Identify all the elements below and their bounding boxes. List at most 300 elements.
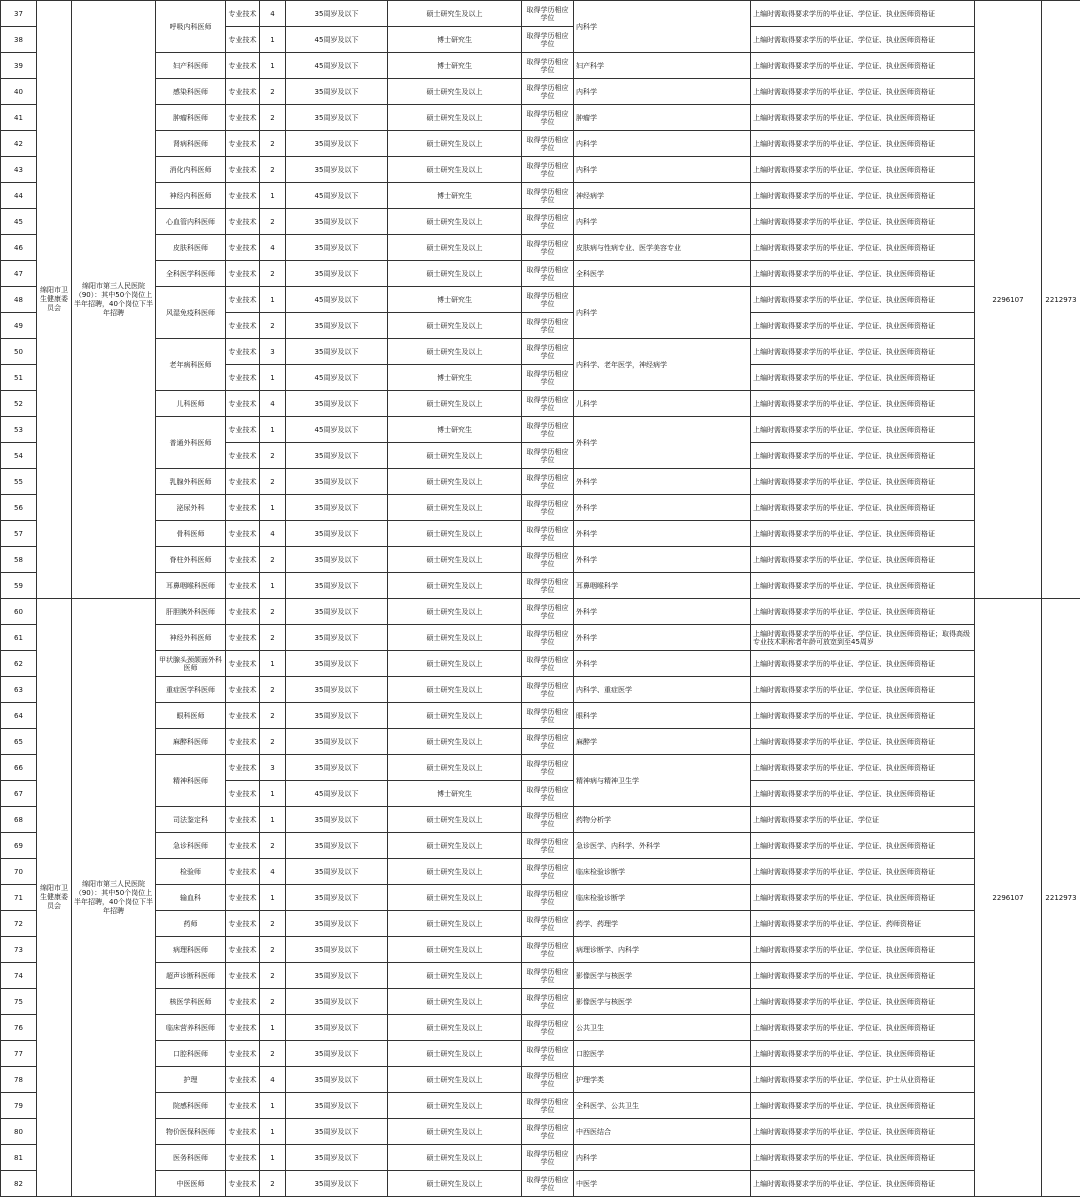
major-requirement: 皮肤病与性病专业、医学美容专业 [574, 235, 751, 261]
age-requirement: 45周岁及以下 [286, 287, 388, 313]
other-requirement: 上编时需取得要求学历的毕业证、学位证、执业医师资格证 [751, 547, 975, 573]
other-requirement: 上编时需取得要求学历的毕业证、学位证、执业医师资格证 [751, 677, 975, 703]
contact-code-b: 2212973 [1042, 1, 1080, 599]
position-name: 神经内科医师 [156, 183, 226, 209]
department-cell: 绵阳市卫生健康委员会 [37, 599, 72, 1197]
headcount: 1 [260, 573, 286, 599]
position-category: 专业技术 [226, 1015, 260, 1041]
headcount: 1 [260, 365, 286, 391]
education-requirement: 硕士研究生及以上 [388, 1015, 522, 1041]
other-requirement: 上编时需取得要求学历的毕业证、学位证、执业医师资格证 [751, 53, 975, 79]
position-name: 呼吸内科医师 [156, 1, 226, 53]
other-requirement: 上编时需取得要求学历的毕业证、学位证、执业医师资格证 [751, 495, 975, 521]
headcount: 1 [260, 495, 286, 521]
age-requirement: 35周岁及以下 [286, 1171, 388, 1197]
major-requirement: 神经病学 [574, 183, 751, 209]
age-requirement: 35周岁及以下 [286, 209, 388, 235]
education-requirement: 硕士研究生及以上 [388, 131, 522, 157]
age-requirement: 45周岁及以下 [286, 781, 388, 807]
headcount: 4 [260, 1, 286, 27]
table-row [1, 1093, 1080, 1119]
major-requirement: 药学、药理学 [574, 911, 751, 937]
employer-cell: 绵阳市第三人民医院（90）：其中50个岗位上半年招聘，40个岗位下半年招聘 [72, 1, 156, 599]
degree-requirement: 取得学历相应学位 [522, 469, 574, 495]
headcount: 2 [260, 157, 286, 183]
table-row [1, 521, 1080, 547]
education-requirement: 硕士研究生及以上 [388, 495, 522, 521]
other-requirement: 上编时需取得要求学历的毕业证、学位证、执业医师资格证 [751, 1145, 975, 1171]
headcount: 1 [260, 885, 286, 911]
position-name: 药师 [156, 911, 226, 937]
position-category: 专业技术 [226, 599, 260, 625]
position-category: 专业技术 [226, 833, 260, 859]
age-requirement: 35周岁及以下 [286, 131, 388, 157]
position-name: 临床营养科医师 [156, 1015, 226, 1041]
education-requirement: 硕士研究生及以上 [388, 1041, 522, 1067]
age-requirement: 35周岁及以下 [286, 885, 388, 911]
position-category: 专业技术 [226, 859, 260, 885]
education-requirement: 硕士研究生及以上 [388, 651, 522, 677]
other-requirement: 上编时需取得要求学历的毕业证、学位证、执业医师资格证；取得高级专业技术职称者年龄可放宽到至45周岁 [751, 625, 975, 651]
other-requirement: 上编时需取得要求学历的毕业证、学位证、执业医师资格证 [751, 573, 975, 599]
position-category: 专业技术 [226, 677, 260, 703]
row-number: 73 [1, 937, 37, 963]
position-category: 专业技术 [226, 235, 260, 261]
headcount: 4 [260, 859, 286, 885]
position-name: 重症医学科医师 [156, 677, 226, 703]
education-requirement: 硕士研究生及以上 [388, 729, 522, 755]
degree-requirement: 取得学历相应学位 [522, 989, 574, 1015]
major-requirement: 内科学、老年医学，神经病学 [574, 339, 751, 391]
education-requirement: 硕士研究生及以上 [388, 443, 522, 469]
major-requirement: 外科学 [574, 469, 751, 495]
headcount: 4 [260, 391, 286, 417]
degree-requirement: 取得学历相应学位 [522, 1145, 574, 1171]
other-requirement: 上编时需取得要求学历的毕业证、学位证、执业医师资格证 [751, 131, 975, 157]
headcount: 1 [260, 183, 286, 209]
degree-requirement: 取得学历相应学位 [522, 209, 574, 235]
major-requirement: 护理学类 [574, 1067, 751, 1093]
other-requirement: 上编时需取得要求学历的毕业证、学位证 [751, 807, 975, 833]
degree-requirement: 取得学历相应学位 [522, 833, 574, 859]
major-requirement: 精神病与精神卫生学 [574, 755, 751, 807]
position-category: 专业技术 [226, 209, 260, 235]
row-number: 60 [1, 599, 37, 625]
age-requirement: 35周岁及以下 [286, 1067, 388, 1093]
major-requirement: 公共卫生 [574, 1015, 751, 1041]
position-name: 物价医保科医师 [156, 1119, 226, 1145]
contact-code-a: 2296107 [975, 599, 1042, 1197]
major-requirement: 口腔医学 [574, 1041, 751, 1067]
age-requirement: 35周岁及以下 [286, 1119, 388, 1145]
table-row [1, 157, 1080, 183]
row-number: 43 [1, 157, 37, 183]
headcount: 1 [260, 651, 286, 677]
table-row [1, 937, 1080, 963]
position-name: 司法鉴定科 [156, 807, 226, 833]
row-number: 62 [1, 651, 37, 677]
employer-cell: 绵阳市第三人民医院（90）：其中50个岗位上半年招聘，40个岗位下半年招聘 [72, 599, 156, 1197]
row-number: 48 [1, 287, 37, 313]
position-name: 骨科医师 [156, 521, 226, 547]
degree-requirement: 取得学历相应学位 [522, 131, 574, 157]
degree-requirement: 取得学历相应学位 [522, 1119, 574, 1145]
position-name: 病理科医师 [156, 937, 226, 963]
degree-requirement: 取得学历相应学位 [522, 573, 574, 599]
age-requirement: 35周岁及以下 [286, 729, 388, 755]
degree-requirement: 取得学历相应学位 [522, 391, 574, 417]
degree-requirement: 取得学历相应学位 [522, 781, 574, 807]
major-requirement: 外科学 [574, 495, 751, 521]
major-requirement: 外科学 [574, 547, 751, 573]
education-requirement: 硕士研究生及以上 [388, 235, 522, 261]
other-requirement: 上编时需取得要求学历的毕业证、学位证、执业医师资格证 [751, 755, 975, 781]
age-requirement: 35周岁及以下 [286, 937, 388, 963]
position-category: 专业技术 [226, 183, 260, 209]
row-number: 47 [1, 261, 37, 287]
position-name: 口腔科医师 [156, 1041, 226, 1067]
table-row [1, 131, 1080, 157]
table-row [1, 79, 1080, 105]
education-requirement: 硕士研究生及以上 [388, 1119, 522, 1145]
position-name: 皮肤科医师 [156, 235, 226, 261]
age-requirement: 45周岁及以下 [286, 27, 388, 53]
position-name: 甲状腺头颈颌面外科医师 [156, 651, 226, 677]
education-requirement: 硕士研究生及以上 [388, 313, 522, 339]
position-category: 专业技术 [226, 625, 260, 651]
major-requirement: 儿科学 [574, 391, 751, 417]
education-requirement: 硕士研究生及以上 [388, 521, 522, 547]
headcount: 1 [260, 27, 286, 53]
age-requirement: 35周岁及以下 [286, 651, 388, 677]
other-requirement: 上编时需取得要求学历的毕业证、学位证、执业医师资格证 [751, 521, 975, 547]
position-category: 专业技术 [226, 261, 260, 287]
position-category: 专业技术 [226, 105, 260, 131]
row-number: 49 [1, 313, 37, 339]
major-requirement: 肿瘤学 [574, 105, 751, 131]
position-name: 肾病科医师 [156, 131, 226, 157]
row-number: 77 [1, 1041, 37, 1067]
education-requirement: 硕士研究生及以上 [388, 1171, 522, 1197]
table-row [1, 703, 1080, 729]
degree-requirement: 取得学历相应学位 [522, 27, 574, 53]
headcount: 1 [260, 1015, 286, 1041]
age-requirement: 35周岁及以下 [286, 963, 388, 989]
other-requirement: 上编时需取得要求学历的毕业证、学位证、执业医师资格证 [751, 235, 975, 261]
degree-requirement: 取得学历相应学位 [522, 729, 574, 755]
position-category: 专业技术 [226, 547, 260, 573]
row-number: 57 [1, 521, 37, 547]
position-name: 院感科医师 [156, 1093, 226, 1119]
degree-requirement: 取得学历相应学位 [522, 521, 574, 547]
major-requirement: 耳鼻咽喉科学 [574, 573, 751, 599]
headcount: 1 [260, 53, 286, 79]
age-requirement: 35周岁及以下 [286, 391, 388, 417]
position-name: 脊柱外科医师 [156, 547, 226, 573]
major-requirement: 全科医学 [574, 261, 751, 287]
row-number: 46 [1, 235, 37, 261]
education-requirement: 硕士研究生及以上 [388, 989, 522, 1015]
position-name: 精神科医师 [156, 755, 226, 807]
age-requirement: 35周岁及以下 [286, 833, 388, 859]
other-requirement: 上编时需取得要求学历的毕业证、学位证、执业医师资格证 [751, 1015, 975, 1041]
education-requirement: 硕士研究生及以上 [388, 391, 522, 417]
row-number: 65 [1, 729, 37, 755]
other-requirement: 上编时需取得要求学历的毕业证、学位证、执业医师资格证 [751, 1171, 975, 1197]
table-row [1, 1067, 1080, 1093]
education-requirement: 硕士研究生及以上 [388, 1145, 522, 1171]
age-requirement: 45周岁及以下 [286, 183, 388, 209]
age-requirement: 35周岁及以下 [286, 703, 388, 729]
other-requirement: 上编时需取得要求学历的毕业证、学位证、执业医师资格证 [751, 417, 975, 443]
row-number: 80 [1, 1119, 37, 1145]
table-row [1, 547, 1080, 573]
position-category: 专业技术 [226, 755, 260, 781]
position-category: 专业技术 [226, 79, 260, 105]
other-requirement: 上编时需取得要求学历的毕业证、学位证、执业医师资格证 [751, 989, 975, 1015]
position-category: 专业技术 [226, 573, 260, 599]
headcount: 1 [260, 417, 286, 443]
major-requirement: 眼科学 [574, 703, 751, 729]
major-requirement: 临床检验诊断学 [574, 885, 751, 911]
other-requirement: 上编时需取得要求学历的毕业证、学位证、执业医师资格证 [751, 339, 975, 365]
position-category: 专业技术 [226, 885, 260, 911]
headcount: 2 [260, 209, 286, 235]
position-category: 专业技术 [226, 1041, 260, 1067]
table-row [1, 339, 1080, 365]
other-requirement: 上编时需取得要求学历的毕业证、学位证、执业医师资格证 [751, 963, 975, 989]
position-category: 专业技术 [226, 131, 260, 157]
table-row [1, 417, 1080, 443]
position-name: 老年病科医师 [156, 339, 226, 391]
row-number: 76 [1, 1015, 37, 1041]
major-requirement: 外科学 [574, 651, 751, 677]
row-number: 63 [1, 677, 37, 703]
table-row [1, 1, 1080, 27]
age-requirement: 35周岁及以下 [286, 677, 388, 703]
row-number: 78 [1, 1067, 37, 1093]
degree-requirement: 取得学历相应学位 [522, 807, 574, 833]
table-row [1, 573, 1080, 599]
degree-requirement: 取得学历相应学位 [522, 963, 574, 989]
other-requirement: 上编时需取得要求学历的毕业证、学位证、药师资格证 [751, 911, 975, 937]
other-requirement: 上编时需取得要求学历的毕业证、学位证、执业医师资格证 [751, 391, 975, 417]
row-number: 59 [1, 573, 37, 599]
degree-requirement: 取得学历相应学位 [522, 599, 574, 625]
other-requirement: 上编时需取得要求学历的毕业证、学位证、执业医师资格证 [751, 1, 975, 27]
position-category: 专业技术 [226, 495, 260, 521]
education-requirement: 硕士研究生及以上 [388, 79, 522, 105]
position-category: 专业技术 [226, 937, 260, 963]
education-requirement: 硕士研究生及以上 [388, 859, 522, 885]
headcount: 2 [260, 469, 286, 495]
degree-requirement: 取得学历相应学位 [522, 755, 574, 781]
row-number: 81 [1, 1145, 37, 1171]
position-name: 风湿免疫科医师 [156, 287, 226, 339]
major-requirement: 中医学 [574, 1171, 751, 1197]
row-number: 69 [1, 833, 37, 859]
position-name: 泌尿外科 [156, 495, 226, 521]
table-row [1, 1145, 1080, 1171]
other-requirement: 上编时需取得要求学历的毕业证、学位证、执业医师资格证 [751, 885, 975, 911]
age-requirement: 35周岁及以下 [286, 989, 388, 1015]
headcount: 2 [260, 1041, 286, 1067]
table-body [1, 1, 1080, 1197]
row-number: 66 [1, 755, 37, 781]
headcount: 2 [260, 313, 286, 339]
other-requirement: 上编时需取得要求学历的毕业证、学位证、执业医师资格证 [751, 209, 975, 235]
age-requirement: 35周岁及以下 [286, 235, 388, 261]
position-category: 专业技术 [226, 703, 260, 729]
row-number: 50 [1, 339, 37, 365]
education-requirement: 博士研究生 [388, 365, 522, 391]
age-requirement: 35周岁及以下 [286, 105, 388, 131]
education-requirement: 硕士研究生及以上 [388, 1093, 522, 1119]
other-requirement: 上编时需取得要求学历的毕业证、学位证、执业医师资格证 [751, 287, 975, 313]
age-requirement: 45周岁及以下 [286, 53, 388, 79]
row-number: 44 [1, 183, 37, 209]
position-name: 麻醉科医师 [156, 729, 226, 755]
position-name: 儿科医师 [156, 391, 226, 417]
table-row [1, 287, 1080, 313]
age-requirement: 35周岁及以下 [286, 1015, 388, 1041]
education-requirement: 硕士研究生及以上 [388, 755, 522, 781]
table-row [1, 729, 1080, 755]
row-number: 40 [1, 79, 37, 105]
major-requirement: 药物分析学 [574, 807, 751, 833]
row-number: 72 [1, 911, 37, 937]
contact-code-b: 2212973 [1042, 599, 1080, 1197]
age-requirement: 35周岁及以下 [286, 157, 388, 183]
other-requirement: 上编时需取得要求学历的毕业证、学位证、执业医师资格证 [751, 651, 975, 677]
age-requirement: 35周岁及以下 [286, 339, 388, 365]
position-category: 专业技术 [226, 989, 260, 1015]
degree-requirement: 取得学历相应学位 [522, 911, 574, 937]
headcount: 2 [260, 677, 286, 703]
table-row [1, 209, 1080, 235]
position-category: 专业技术 [226, 1, 260, 27]
headcount: 1 [260, 807, 286, 833]
table-row [1, 391, 1080, 417]
degree-requirement: 取得学历相应学位 [522, 625, 574, 651]
position-category: 专业技术 [226, 391, 260, 417]
major-requirement: 外科学 [574, 417, 751, 469]
row-number: 55 [1, 469, 37, 495]
other-requirement: 上编时需取得要求学历的毕业证、学位证、执业医师资格证 [751, 469, 975, 495]
headcount: 3 [260, 755, 286, 781]
row-number: 56 [1, 495, 37, 521]
major-requirement: 外科学 [574, 625, 751, 651]
other-requirement: 上编时需取得要求学历的毕业证、学位证、执业医师资格证 [751, 79, 975, 105]
other-requirement: 上编时需取得要求学历的毕业证、学位证、执业医师资格证 [751, 365, 975, 391]
other-requirement: 上编时需取得要求学历的毕业证、学位证、执业医师资格证 [751, 599, 975, 625]
degree-requirement: 取得学历相应学位 [522, 885, 574, 911]
headcount: 2 [260, 989, 286, 1015]
education-requirement: 硕士研究生及以上 [388, 339, 522, 365]
position-name: 消化内科医师 [156, 157, 226, 183]
age-requirement: 35周岁及以下 [286, 573, 388, 599]
headcount: 4 [260, 235, 286, 261]
table-row [1, 235, 1080, 261]
age-requirement: 35周岁及以下 [286, 1093, 388, 1119]
row-number: 58 [1, 547, 37, 573]
row-number: 64 [1, 703, 37, 729]
age-requirement: 35周岁及以下 [286, 547, 388, 573]
education-requirement: 硕士研究生及以上 [388, 937, 522, 963]
other-requirement: 上编时需取得要求学历的毕业证、学位证、执业医师资格证 [751, 1041, 975, 1067]
degree-requirement: 取得学历相应学位 [522, 365, 574, 391]
table-row [1, 1041, 1080, 1067]
major-requirement: 内科学 [574, 287, 751, 339]
education-requirement: 硕士研究生及以上 [388, 963, 522, 989]
position-category: 专业技术 [226, 53, 260, 79]
headcount: 2 [260, 599, 286, 625]
position-name: 全科医学科医师 [156, 261, 226, 287]
position-category: 专业技术 [226, 27, 260, 53]
headcount: 2 [260, 911, 286, 937]
degree-requirement: 取得学历相应学位 [522, 1067, 574, 1093]
age-requirement: 35周岁及以下 [286, 261, 388, 287]
education-requirement: 硕士研究生及以上 [388, 547, 522, 573]
age-requirement: 35周岁及以下 [286, 1, 388, 27]
headcount: 2 [260, 261, 286, 287]
major-requirement: 临床检验诊断学 [574, 859, 751, 885]
position-name: 耳鼻咽喉科医师 [156, 573, 226, 599]
degree-requirement: 取得学历相应学位 [522, 79, 574, 105]
degree-requirement: 取得学历相应学位 [522, 235, 574, 261]
education-requirement: 硕士研究生及以上 [388, 677, 522, 703]
age-requirement: 35周岁及以下 [286, 1041, 388, 1067]
education-requirement: 硕士研究生及以上 [388, 911, 522, 937]
position-name: 妇产科医师 [156, 53, 226, 79]
age-requirement: 35周岁及以下 [286, 495, 388, 521]
position-name: 输血科 [156, 885, 226, 911]
row-number: 41 [1, 105, 37, 131]
degree-requirement: 取得学历相应学位 [522, 859, 574, 885]
row-number: 67 [1, 781, 37, 807]
other-requirement: 上编时需取得要求学历的毕业证、学位证、执业医师资格证 [751, 703, 975, 729]
position-category: 专业技术 [226, 443, 260, 469]
degree-requirement: 取得学历相应学位 [522, 547, 574, 573]
age-requirement: 35周岁及以下 [286, 859, 388, 885]
position-category: 专业技术 [226, 911, 260, 937]
other-requirement: 上编时需取得要求学历的毕业证、学位证、执业医师资格证 [751, 1119, 975, 1145]
education-requirement: 硕士研究生及以上 [388, 469, 522, 495]
age-requirement: 35周岁及以下 [286, 521, 388, 547]
row-number: 54 [1, 443, 37, 469]
other-requirement: 上编时需取得要求学历的毕业证、学位证、执业医师资格证 [751, 157, 975, 183]
major-requirement: 外科学 [574, 521, 751, 547]
row-number: 68 [1, 807, 37, 833]
headcount: 1 [260, 287, 286, 313]
position-name: 感染科医师 [156, 79, 226, 105]
headcount: 4 [260, 1067, 286, 1093]
other-requirement: 上编时需取得要求学历的毕业证、学位证、执业医师资格证 [751, 27, 975, 53]
education-requirement: 博士研究生 [388, 27, 522, 53]
degree-requirement: 取得学历相应学位 [522, 287, 574, 313]
table-row [1, 1015, 1080, 1041]
position-category: 专业技术 [226, 287, 260, 313]
major-requirement: 内科学 [574, 209, 751, 235]
other-requirement: 上编时需取得要求学历的毕业证、学位证、执业医师资格证 [751, 859, 975, 885]
degree-requirement: 取得学历相应学位 [522, 937, 574, 963]
major-requirement: 内科学 [574, 131, 751, 157]
position-category: 专业技术 [226, 1119, 260, 1145]
row-number: 42 [1, 131, 37, 157]
other-requirement: 上编时需取得要求学历的毕业证、学位证、执业医师资格证 [751, 105, 975, 131]
position-name: 肿瘤科医师 [156, 105, 226, 131]
position-category: 专业技术 [226, 651, 260, 677]
